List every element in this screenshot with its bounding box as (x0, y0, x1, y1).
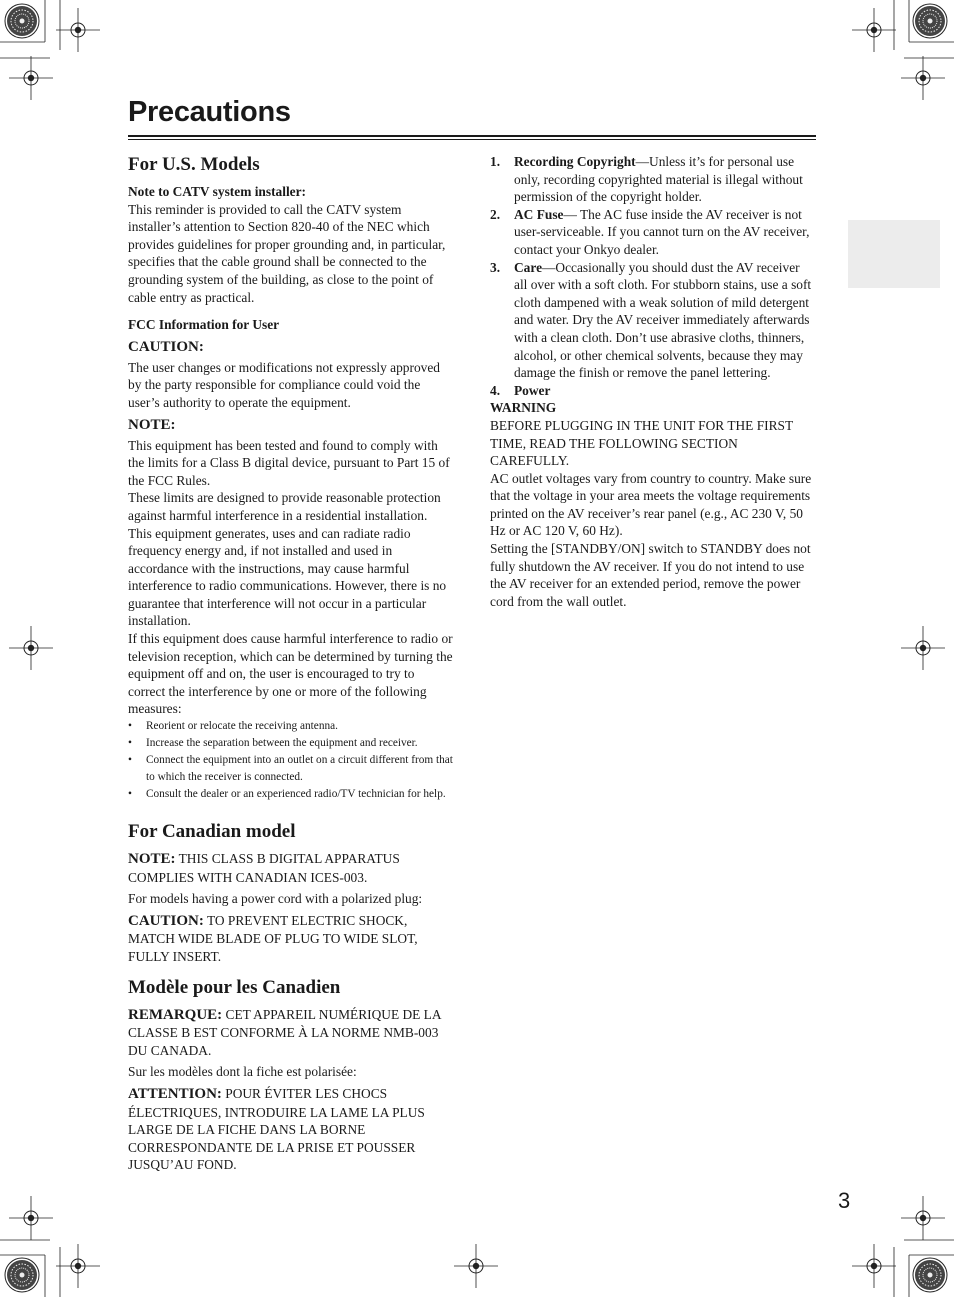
catv-text: This reminder is provided to call the CATV system installer’s attention to Section 820-40 of the NEC which provides guidelines for proper grounding and, in particular, specifies that the cable ground shall be connected to the grounding system of the building, as close to the point of cable entry as practical. (128, 201, 446, 305)
canada-note (128, 850, 454, 886)
warning-paragraph-2: Setting the [STANDBY/ON] switch to STANDBY does not fully shutdown the AV receiver. If you do not intend to use the AV receiver for an extended period, remove the power cord from the wall outlet. (490, 541, 811, 609)
canada-caution (128, 912, 454, 966)
canada-note-text: THIS CLASS B DIGITAL APPARATUS COMPLIES WITH CANADIAN ICES-003. (128, 851, 400, 885)
canada-caution-lead: CAUTION: (128, 912, 204, 929)
left-column (128, 153, 454, 1174)
item-number: 1. (490, 154, 501, 169)
canada-plug-text: For models having a power cord with a polarized plug: (128, 891, 423, 907)
item-number: 4. (490, 382, 501, 398)
warning-paragraph-1: AC outlet voltages vary from country to country. Make sure that the voltage in your area meets the voltage requirements printed on the AV receiver’s rear panel (e.g., AC 230 V, 50 Hz or AC 120 V, 60 Hz). (490, 470, 812, 539)
catv-heading: Note to CATV system installer: (128, 184, 307, 199)
canada-caution-text: TO PREVENT ELECTRIC SHOCK, MATCH WIDE BLADE OF PLUG TO WIDE SLOT, FULLY INSERT. (128, 912, 418, 964)
note-paragraph-1: This equipment has been tested and found to comply with the limits for a Class B digital device, pursuant to Part 15 of the FCC Rules. (128, 437, 450, 488)
fcc-heading: FCC Information for User (128, 317, 280, 333)
item-lead: Recording Copyright (514, 154, 636, 169)
list-item: • Reorient or relocate the receiving antenna. (128, 718, 454, 735)
precautions-list (490, 153, 816, 399)
fr-remarque-lead: REMARQUE: (128, 1006, 223, 1023)
list-item: • Increase the separation between the equipment and receiver. (128, 735, 454, 752)
caution-heading: CAUTION: (128, 338, 204, 355)
page-number: 3 (838, 1188, 851, 1213)
right-column (490, 153, 816, 610)
list-item: • Consult the dealer or an experienced radio/TV technician for help. (128, 786, 454, 803)
page-title: Precautions (128, 96, 291, 128)
title-rule (128, 135, 816, 137)
item-lead: Power (514, 382, 551, 398)
fr-remarque-text: CET APPAREIL NUMÉRIQUE DE LA CLASSE B EST CONFORME À LA NORME NMB-003 DU CANADA. (128, 1006, 441, 1058)
list-item (490, 382, 816, 400)
note-heading: NOTE: (128, 416, 176, 433)
list-item: • Connect the equipment into an outlet on a circuit different from that to which the receiver is connected. (128, 752, 454, 786)
item-text: —Unless it’s for personal use only, recording copyrighted material is illegal without permission of the copyright holder. (514, 154, 803, 205)
fr-plug-text: Sur les modèles dont la fiche est polarisée: (128, 1064, 357, 1080)
list-item (490, 206, 816, 259)
item-number: 2. (490, 206, 501, 222)
canadian-model-heading: For Canadian model (128, 821, 296, 843)
title-rule-thin (128, 139, 816, 140)
us-models-heading: For U.S. Models (128, 154, 260, 175)
note-paragraph-3: If this equipment does cause harmful interference to radio or television reception, which can be determined by turning the equipment off and on, the user is encouraged to try to correct the interference by one or more of the following measures: (128, 631, 453, 717)
item-text: — The AC fuse inside the AV receiver is not user-serviceable. If you cannot turn on the AV receiver, contact your Onkyo dealer. (514, 206, 810, 257)
fr-remarque (128, 1006, 454, 1060)
item-lead: Care (514, 259, 543, 275)
item-text: —Occasionally you should dust the AV receiver all over with a soft cloth. For stubborn stains, use a soft cloth dampened with a weak solution of mild detergent and water. Dry the AV receiver immediately afterwards with a clean cloth. Don’t use abrasive cloths, thinners, alcohol, or other chemical solvents, because they may damage the finish or remove the panel lettering. (514, 259, 812, 381)
warning-caps: BEFORE PLUGGING IN THE UNIT FOR THE FIRST TIME, READ THE FOLLOWING SECTION CAREFULLY. (490, 417, 793, 469)
item-lead: AC Fuse (514, 206, 564, 222)
caution-text: The user changes or modifications not expressly approved by the party responsible for compliance could void the user’s authority to operate the equipment. (128, 359, 440, 410)
warning-heading: WARNING (490, 400, 557, 416)
section-tab (848, 220, 940, 288)
list-item (490, 259, 816, 382)
fr-attention-lead: ATTENTION: (128, 1085, 222, 1102)
canada-note-lead: NOTE: (128, 851, 176, 868)
fr-attention (128, 1085, 454, 1174)
item-number: 3. (490, 259, 501, 275)
fr-attention-text: POUR ÉVITER LES CHOCS ÉLECTRIQUES, INTRODUIRE LA LAME LA PLUS LARGE DE LA FICHE DANS LA BORNE CORRESPONDANTE DE LA PRISE ET POUSSER JUSQU’AU FOND. (128, 1085, 425, 1173)
list-item (490, 153, 816, 206)
measures-list (128, 718, 454, 803)
modele-canadien-heading: Modèle pour les Canadien (128, 976, 341, 998)
note-paragraph-2: These limits are designed to provide reasonable protection against harmful interference in a residential installation. This equipment generates, uses and can radiate radio frequency energy and, if not installed and used in accordance with the instructions, may cause harmful interference to radio communications. However, there is no guarantee that interference will not occur in a particular installation. (128, 490, 447, 629)
